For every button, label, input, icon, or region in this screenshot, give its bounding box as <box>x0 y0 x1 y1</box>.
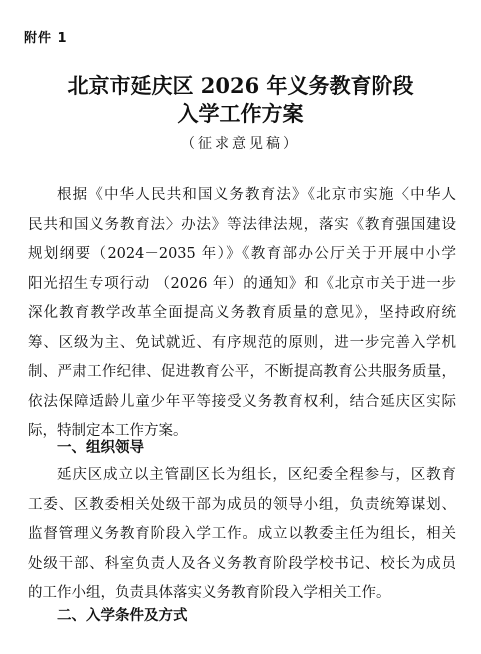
intro-line: 制、严肃工作纪律、促进教育公平，不断提高教育公共服务质量， <box>28 364 456 380</box>
section-1-line: 的工作小组，负责具体落实义务教育阶段入学相关工作。 <box>28 585 391 601</box>
section-1-line: 延庆区成立以主管副区长为组长，区纪委全程参与，区教育 <box>57 467 456 483</box>
intro-line: 深化教育教学改革全面提高义务教育质量的意见》，坚持政府统 <box>28 305 456 321</box>
section-1-line: 处级干部、科室负责人及各义务教育阶段学校书记、校长为成员 <box>28 555 456 572</box>
intro-line: 根据《中华人民共和国义务教育法》《北京市实施〈中华人 <box>57 187 456 203</box>
intro-line: 际，特制定本工作方案。 <box>28 423 188 439</box>
intro-line: 规划纲要（2024－2035 年）》《教育部办公厅关于开展中小学 <box>28 246 456 262</box>
section-heading-enrollment: 二、入学条件及方式 <box>57 608 188 624</box>
intro-line: 民共和国义务教育法〉办法》等法律法规，落实《教育强国建设 <box>28 216 456 233</box>
document-title-line-1: 北京市延庆区 2026 年义务教育阶段 <box>67 73 414 98</box>
document-subtitle: （征求意见稿） <box>181 136 300 152</box>
document-title-line-2: 入学工作方案 <box>177 101 304 126</box>
attachment-label: 附件 1 <box>24 31 68 46</box>
intro-line: 阳光招生专项行动 （2026 年）的通知》和《北京市关于进一步 <box>28 275 456 292</box>
intro-line: 筹、区级为主、免试就近、有序规范的原则，进一步完善入学机 <box>28 334 456 351</box>
section-1-line: 监督管理义务教育阶段入学工作。成立以教委主任为组长，相关 <box>28 526 456 542</box>
intro-paragraph <box>28 181 456 447</box>
section-1-line: 工委、区教委相关处级干部为成员的领导小组，负责统筹谋划、 <box>28 496 456 513</box>
section-heading-organization: 一、组织领导 <box>57 440 144 456</box>
intro-line: 依法保障适龄儿童少年平等接受义务教育权利，结合延庆区实际 <box>28 393 456 410</box>
section-1-paragraph <box>28 461 456 609</box>
